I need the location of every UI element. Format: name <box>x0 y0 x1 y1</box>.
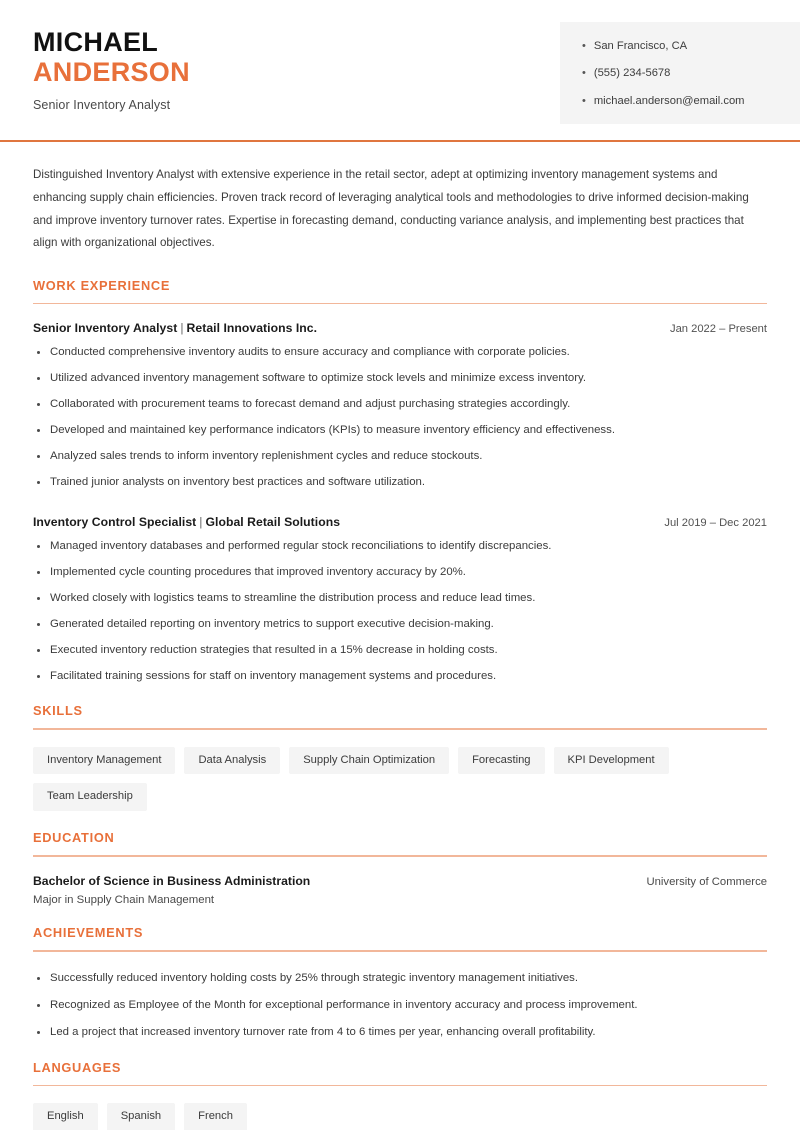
language-chip: English <box>33 1103 98 1130</box>
achievement-item: Successfully reduced inventory holding costs by 25% through strategic inventory management initiatives. <box>33 971 767 986</box>
education-entry <box>33 874 767 906</box>
skills-chip-list <box>33 747 767 812</box>
achievement-item: Led a project that increased inventory turnover rate from 4 to 6 times per year, enhancing overall profitability. <box>33 1025 767 1040</box>
experience-entry-header <box>33 321 767 335</box>
professional-summary: Distinguished Inventory Analyst with extensive experience in the retail sector, adept at optimizing inventory management systems and enhancing supply chain efficiencies. Proven track record of leveraging analytical tools and methodologies to drive informed decision-making and improve inventory turnover rates. Expertise in forecasting demand, conducting variance analysis, and implementing best practices that align with organizational objectives. <box>33 168 749 250</box>
experience-separator: | <box>199 515 203 530</box>
experience-bullet-list <box>33 345 767 490</box>
experience-bullet-list <box>33 539 767 684</box>
phone-icon: • <box>582 67 586 80</box>
location-icon: • <box>582 40 586 52</box>
contact-phone-text[interactable]: (555) 234-5678 <box>593 67 671 80</box>
experience-bullet: Collaborated with procurement teams to forecast demand and adjust purchasing strategies accordingly. <box>33 397 767 412</box>
education-entry-header <box>33 874 767 888</box>
experience-role: Inventory Control Specialist <box>33 515 197 530</box>
experience-company: Retail Innovations Inc. <box>186 321 318 336</box>
skill-chip: Data Analysis <box>184 747 280 775</box>
experience-role: Senior Inventory Analyst <box>33 321 178 336</box>
section-title-skills: SKILLS <box>33 702 83 718</box>
resume-header <box>0 0 800 124</box>
section-divider <box>33 303 767 305</box>
experience-bullet: Developed and maintained key performance indicators (KPIs) to measure inventory efficiency and effectiveness. <box>33 423 767 438</box>
education-school: University of Commerce <box>646 875 767 888</box>
section-divider <box>33 728 767 730</box>
contact-item-email[interactable] <box>582 95 780 108</box>
languages-chip-list <box>33 1103 767 1130</box>
skill-chip: KPI Development <box>554 747 669 775</box>
last-name: ANDERSON <box>33 57 190 88</box>
experience-entry-header <box>33 515 767 529</box>
experience-entry <box>33 515 767 684</box>
experience-separator: | <box>180 321 184 336</box>
experience-bullet: Executed inventory reduction strategies that resulted in a 15% decrease in holding costs. <box>33 643 767 658</box>
contact-item-phone[interactable] <box>582 67 780 80</box>
section-title-work-experience: WORK EXPERIENCE <box>33 277 171 293</box>
contact-location-text: San Francisco, CA <box>593 40 688 52</box>
language-chip: French <box>184 1103 247 1130</box>
achievement-item: Recognized as Employee of the Month for exceptional performance in inventory accuracy and process improvement. <box>33 998 767 1013</box>
section-divider <box>33 855 767 857</box>
contact-item-location <box>582 40 780 53</box>
experience-bullet: Facilitated training sessions for staff on inventory management systems and procedures. <box>33 669 767 684</box>
experience-bullet: Generated detailed reporting on inventory metrics to support executive decision-making. <box>33 617 767 632</box>
experience-company: Global Retail Solutions <box>205 515 341 530</box>
resume-body <box>0 142 800 1130</box>
experience-bullet: Analyzed sales trends to inform inventory replenishment cycles and reduce stockouts. <box>33 449 767 464</box>
experience-bullet: Implemented cycle counting procedures that improved inventory accuracy by 20%. <box>33 565 767 580</box>
experience-bullet: Trained junior analysts on inventory best practices and software utilization. <box>33 475 767 490</box>
section-title-achievements: ACHIEVEMENTS <box>33 924 144 940</box>
section-achievements <box>33 925 767 1041</box>
experience-entry <box>33 321 767 490</box>
experience-bullet: Managed inventory databases and performed regular stock reconciliations to identify discrepancies. <box>33 539 767 554</box>
skill-chip: Forecasting <box>458 747 544 775</box>
experience-date-range: Jan 2022 – Present <box>669 323 767 336</box>
skill-chip: Inventory Management <box>33 747 175 775</box>
section-skills <box>33 703 767 811</box>
section-title-education: EDUCATION <box>33 830 115 846</box>
contact-info-box <box>560 22 800 124</box>
contact-email-text[interactable]: michael.anderson@email.com <box>593 94 745 107</box>
email-icon: • <box>582 94 586 107</box>
section-divider <box>33 950 767 952</box>
section-work-experience <box>33 278 767 684</box>
achievements-list <box>33 971 767 1041</box>
section-title-languages: LANGUAGES <box>33 1059 122 1075</box>
skill-chip: Supply Chain Optimization <box>289 747 449 775</box>
experience-bullet: Utilized advanced inventory management software to optimize stock levels and minimize excess inventory. <box>33 371 767 386</box>
section-divider <box>33 1085 767 1087</box>
section-languages <box>33 1060 767 1130</box>
section-education <box>33 830 767 906</box>
experience-bullet: Worked closely with logistics teams to streamline the distribution process and reduce lead times. <box>33 591 767 606</box>
language-chip: Spanish <box>107 1103 175 1130</box>
education-detail: Major in Supply Chain Management <box>33 893 215 906</box>
professional-title: Senior Inventory Analyst <box>33 98 171 113</box>
education-degree: Bachelor of Science in Business Administration <box>33 873 311 888</box>
experience-date-range: Jul 2019 – Dec 2021 <box>664 517 767 530</box>
experience-title-line <box>33 321 317 335</box>
experience-bullet: Conducted comprehensive inventory audits to ensure accuracy and compliance with corporate policies. <box>33 345 767 360</box>
experience-title-line <box>33 515 340 529</box>
first-name: MICHAEL <box>33 27 159 57</box>
skill-chip: Team Leadership <box>33 783 147 811</box>
identity-block <box>0 22 190 112</box>
